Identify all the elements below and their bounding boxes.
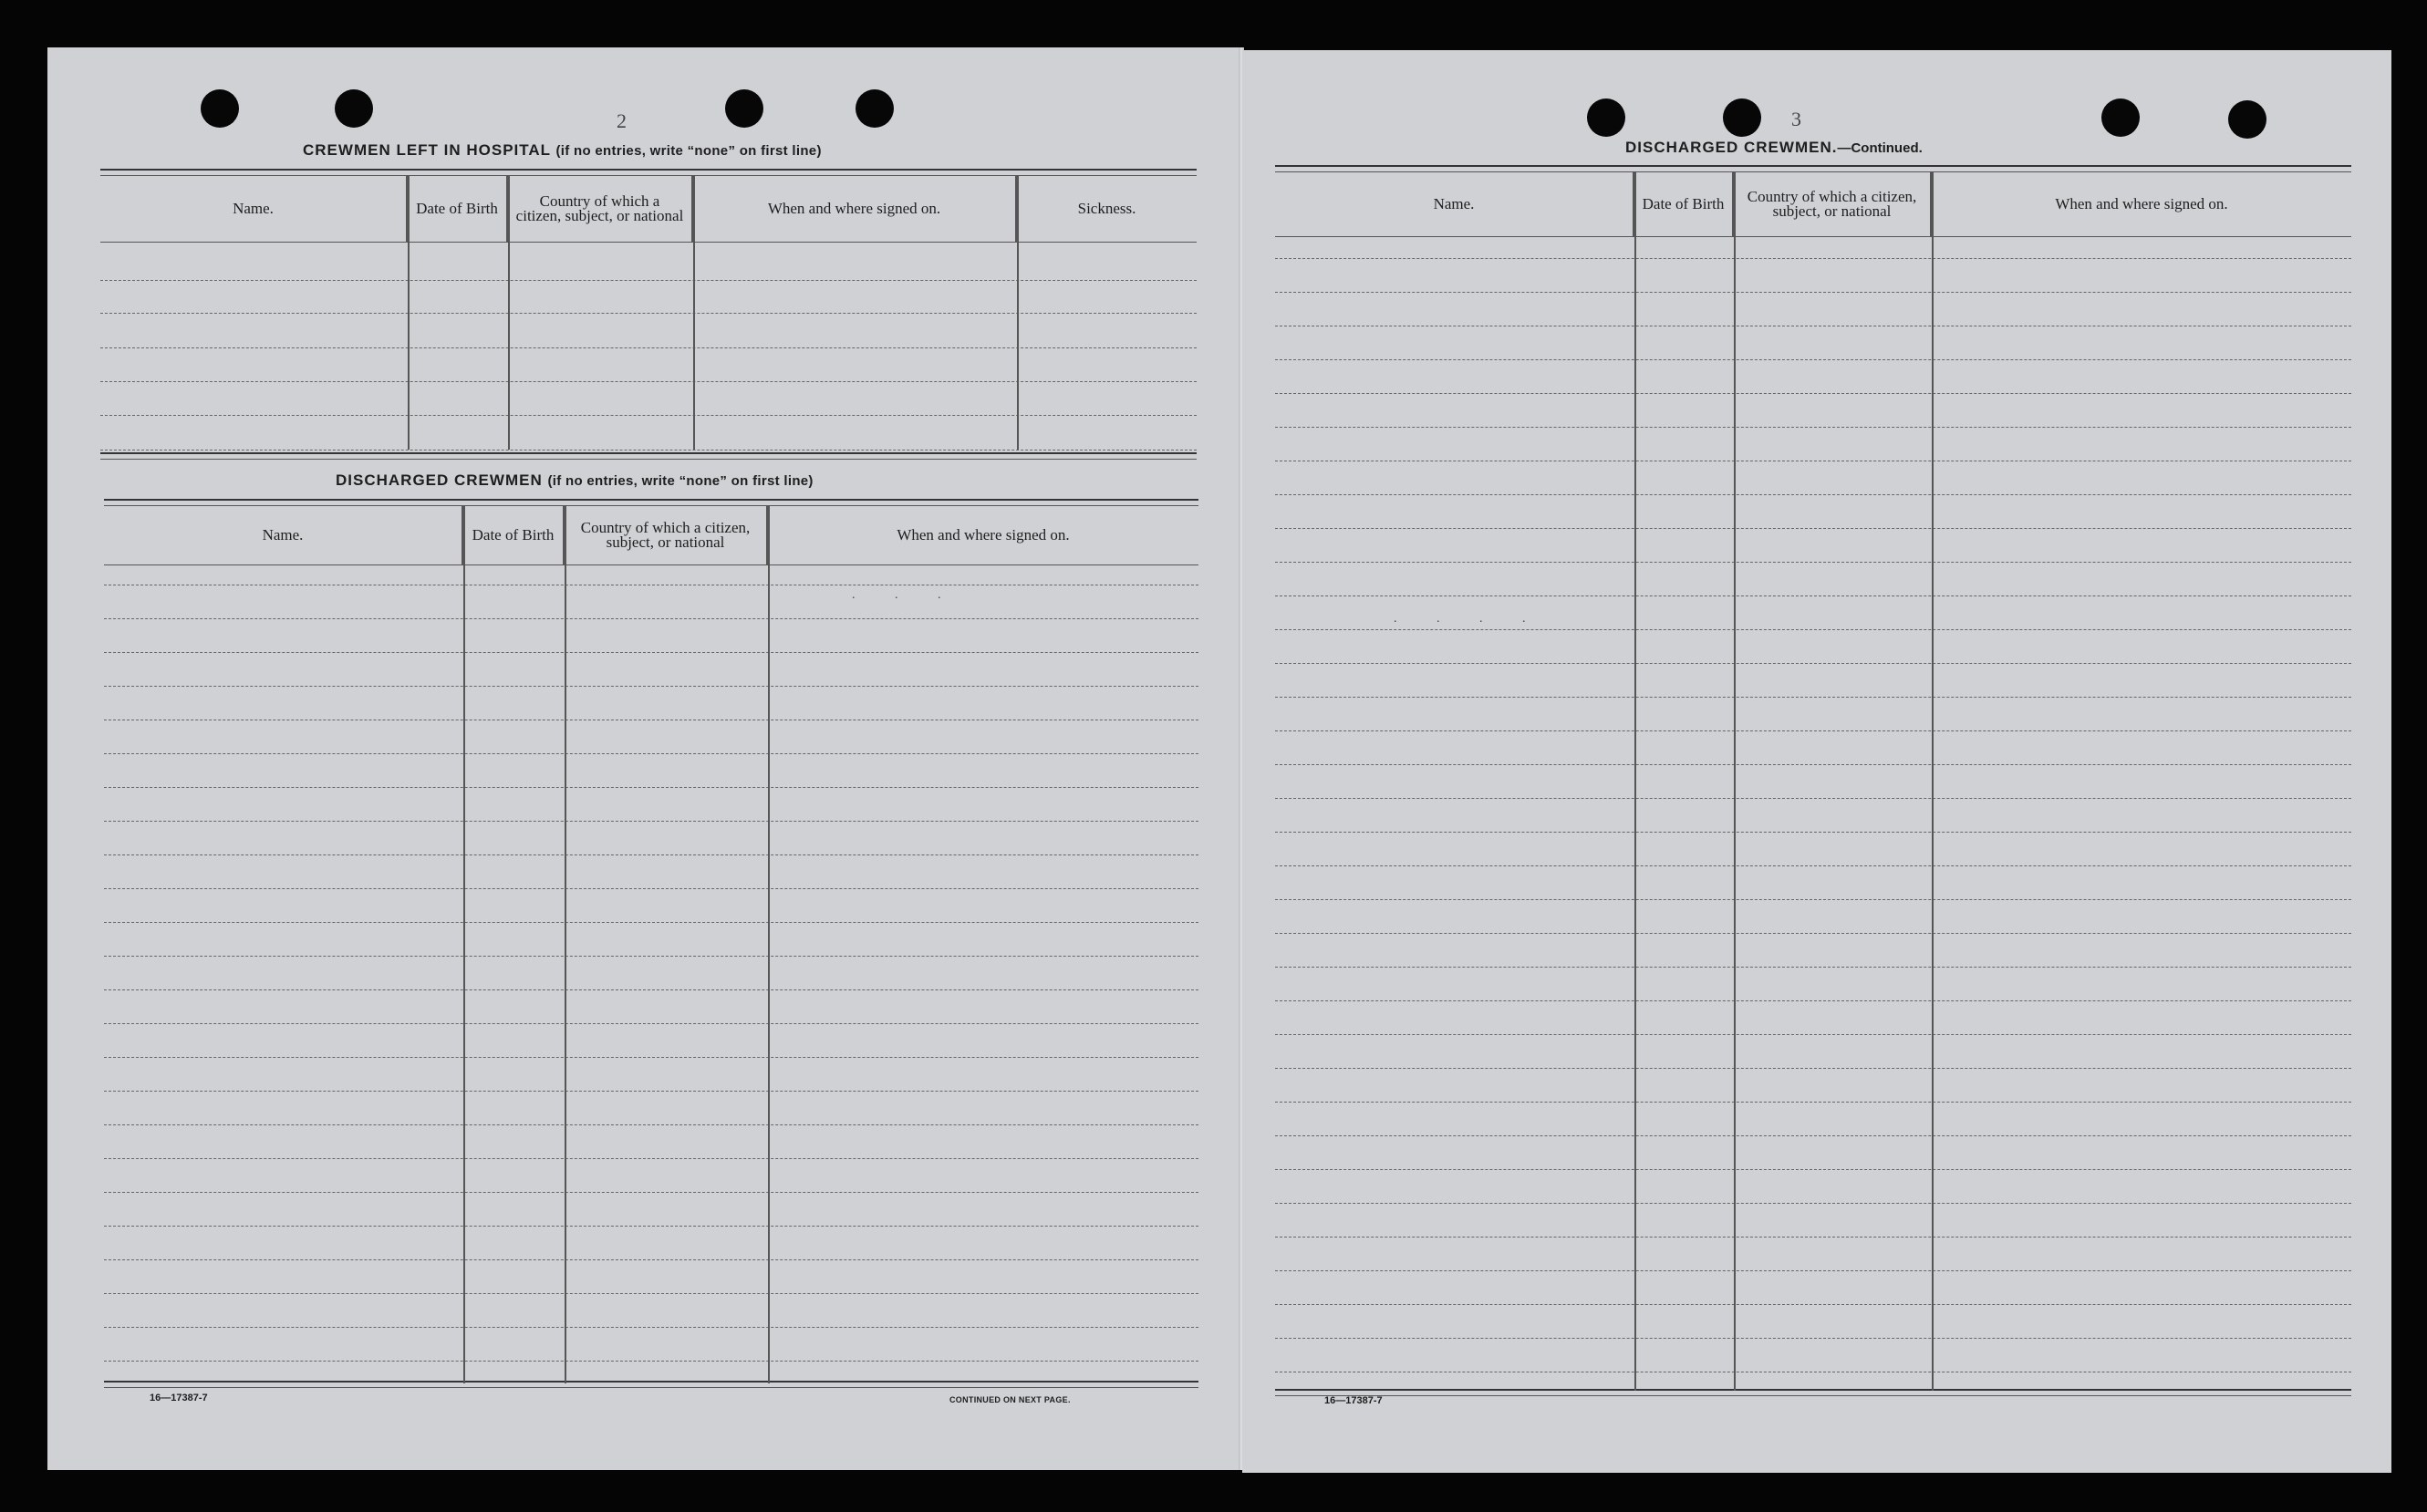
page-number: 3	[1791, 108, 1801, 130]
header-date-of-birth: Date of Birth	[463, 506, 565, 564]
header-date-of-birth: Date of Birth	[1634, 172, 1734, 236]
header-signed-on: When and where signed on.	[897, 526, 1070, 544]
entry-line[interactable]	[104, 1259, 1198, 1260]
punch-hole	[1587, 98, 1625, 137]
table-bottom-rule	[1275, 1389, 2351, 1396]
entry-line[interactable]	[1275, 1338, 2351, 1339]
entry-line[interactable]	[1275, 1000, 2351, 1001]
entry-line[interactable]	[104, 1293, 1198, 1294]
entry-line[interactable]	[1275, 764, 2351, 765]
entry-line[interactable]	[104, 753, 1198, 754]
entry-line[interactable]	[1275, 427, 2351, 428]
header-sickness: Sickness.	[1077, 200, 1136, 217]
discharged-continued-title	[1625, 139, 1923, 157]
column-divider	[1634, 172, 1636, 1391]
entry-line[interactable]	[104, 1124, 1198, 1125]
column-divider	[1734, 172, 1736, 1391]
discharged-instruction: (if no entries, write “none” on first line)	[547, 473, 814, 489]
punch-hole	[1723, 98, 1761, 137]
entry-line[interactable]	[1275, 562, 2351, 563]
entry-line[interactable]	[1275, 528, 2351, 529]
header-underline	[104, 564, 1198, 565]
header-country: Country of which a citizen, subject, or national	[565, 506, 768, 564]
punch-hole	[201, 89, 239, 128]
column-divider	[693, 176, 695, 450]
continued-note: CONTINUED ON NEXT PAGE.	[949, 1395, 1071, 1404]
entry-line[interactable]	[1275, 899, 2351, 900]
header-date-of-birth: Date of Birth	[408, 176, 508, 242]
entry-line[interactable]	[104, 888, 1198, 889]
entry-line[interactable]	[1275, 730, 2351, 731]
entry-line[interactable]	[1275, 865, 2351, 866]
entry-line[interactable]	[104, 1226, 1198, 1227]
entry-line[interactable]	[1275, 258, 2351, 259]
discharged-table-continued	[1275, 165, 2351, 1424]
table-header	[100, 176, 1197, 242]
header-country: Country of which a citizen, subject, or national	[508, 176, 693, 242]
entry-line[interactable]	[104, 854, 1198, 855]
punch-hole	[856, 89, 894, 128]
form-code: 16—17387-7	[1324, 1395, 1383, 1406]
entry-line[interactable]	[104, 1091, 1198, 1092]
table-top-rule	[104, 499, 1198, 506]
entry-line[interactable]	[104, 956, 1198, 957]
column-divider	[1932, 172, 1934, 1391]
entry-line[interactable]	[1275, 393, 2351, 394]
entry-line[interactable]	[1275, 798, 2351, 799]
entry-line[interactable]	[100, 280, 1197, 281]
entry-line[interactable]	[104, 1057, 1198, 1058]
table-bottom-rule	[100, 452, 1197, 460]
entry-line[interactable]	[104, 1158, 1198, 1159]
hospital-table	[100, 169, 1197, 506]
entry-line[interactable]	[104, 1192, 1198, 1193]
entry-line[interactable]	[1275, 629, 2351, 630]
header-signed-on: When and where signed on.	[693, 176, 1017, 242]
punch-hole	[2228, 100, 2266, 139]
left-page	[47, 47, 1242, 1470]
header-name: Name.	[1275, 172, 1634, 236]
continued-label: —Continued.	[1837, 140, 1923, 156]
entry-line[interactable]	[104, 821, 1198, 822]
entry-line[interactable]	[100, 313, 1197, 314]
entry-line[interactable]	[1275, 1102, 2351, 1103]
entry-line[interactable]	[1275, 1169, 2351, 1170]
column-divider	[508, 176, 510, 450]
hospital-section-title	[303, 141, 822, 160]
column-divider	[463, 506, 465, 1383]
entry-line[interactable]	[104, 922, 1198, 923]
entry-line[interactable]	[104, 787, 1198, 788]
entry-line[interactable]	[104, 652, 1198, 653]
entry-line[interactable]	[104, 1327, 1198, 1328]
header-name: Name.	[100, 176, 408, 242]
entry-line[interactable]	[1275, 1135, 2351, 1136]
column-divider	[1017, 176, 1019, 450]
page-number: 2	[617, 109, 627, 132]
right-page	[1242, 50, 2391, 1473]
header-country: Country of which a citizen, subject, or national	[1734, 172, 1932, 236]
punch-hole	[2101, 98, 2140, 137]
column-divider	[565, 506, 566, 1383]
punch-hole	[335, 89, 373, 128]
entry-line[interactable]	[1275, 967, 2351, 968]
entry-line[interactable]	[1275, 292, 2351, 293]
table-bottom-rule	[104, 1381, 1198, 1388]
discharged-title-text: DISCHARGED CREWMEN.	[1625, 139, 1838, 156]
entry-line[interactable]	[1275, 663, 2351, 664]
entry-line[interactable]	[104, 618, 1198, 619]
entry-line[interactable]	[1275, 1237, 2351, 1238]
hospital-instruction: (if no entries, write “none” on first line)	[555, 143, 822, 159]
discharged-title-text: DISCHARGED CREWMEN	[336, 471, 543, 489]
entry-line[interactable]	[1275, 359, 2351, 360]
punch-hole	[725, 89, 763, 128]
table-top-rule	[100, 169, 1197, 176]
entry-line[interactable]	[104, 989, 1198, 990]
table-header	[1275, 172, 2351, 236]
header-name: Name.	[104, 506, 463, 564]
entry-line[interactable]	[104, 1361, 1198, 1362]
form-code: 16—17387-7	[150, 1393, 208, 1403]
entry-line[interactable]	[1275, 1270, 2351, 1271]
header-underline	[100, 242, 1197, 243]
entry-line[interactable]	[1275, 697, 2351, 698]
entry-line[interactable]	[1275, 595, 2351, 596]
entry-line[interactable]	[104, 1023, 1198, 1024]
column-divider	[408, 176, 410, 450]
table-header	[104, 506, 1198, 564]
entry-line[interactable]	[100, 381, 1197, 382]
entry-line[interactable]	[1275, 1304, 2351, 1305]
discharged-section-title	[336, 471, 814, 490]
entry-line[interactable]	[1275, 1203, 2351, 1204]
entry-line[interactable]	[1275, 832, 2351, 833]
discharged-table	[104, 499, 1198, 1393]
entry-line[interactable]	[1275, 933, 2351, 934]
column-divider	[768, 506, 770, 1383]
entry-line[interactable]	[1275, 1068, 2351, 1069]
table-top-rule	[1275, 165, 2351, 172]
entry-line[interactable]	[1275, 494, 2351, 495]
header-underline	[1275, 236, 2351, 237]
entry-line[interactable]	[104, 686, 1198, 687]
ink-specks: . . . .	[1394, 612, 1544, 626]
entry-line[interactable]	[100, 415, 1197, 416]
header-signed-on: When and where signed on.	[2055, 195, 2228, 212]
ink-specks: . . .	[852, 588, 959, 602]
entry-line[interactable]	[100, 347, 1197, 348]
hospital-title-text: CREWMEN LEFT IN HOSPITAL	[303, 141, 551, 159]
entry-line[interactable]	[1275, 1034, 2351, 1035]
